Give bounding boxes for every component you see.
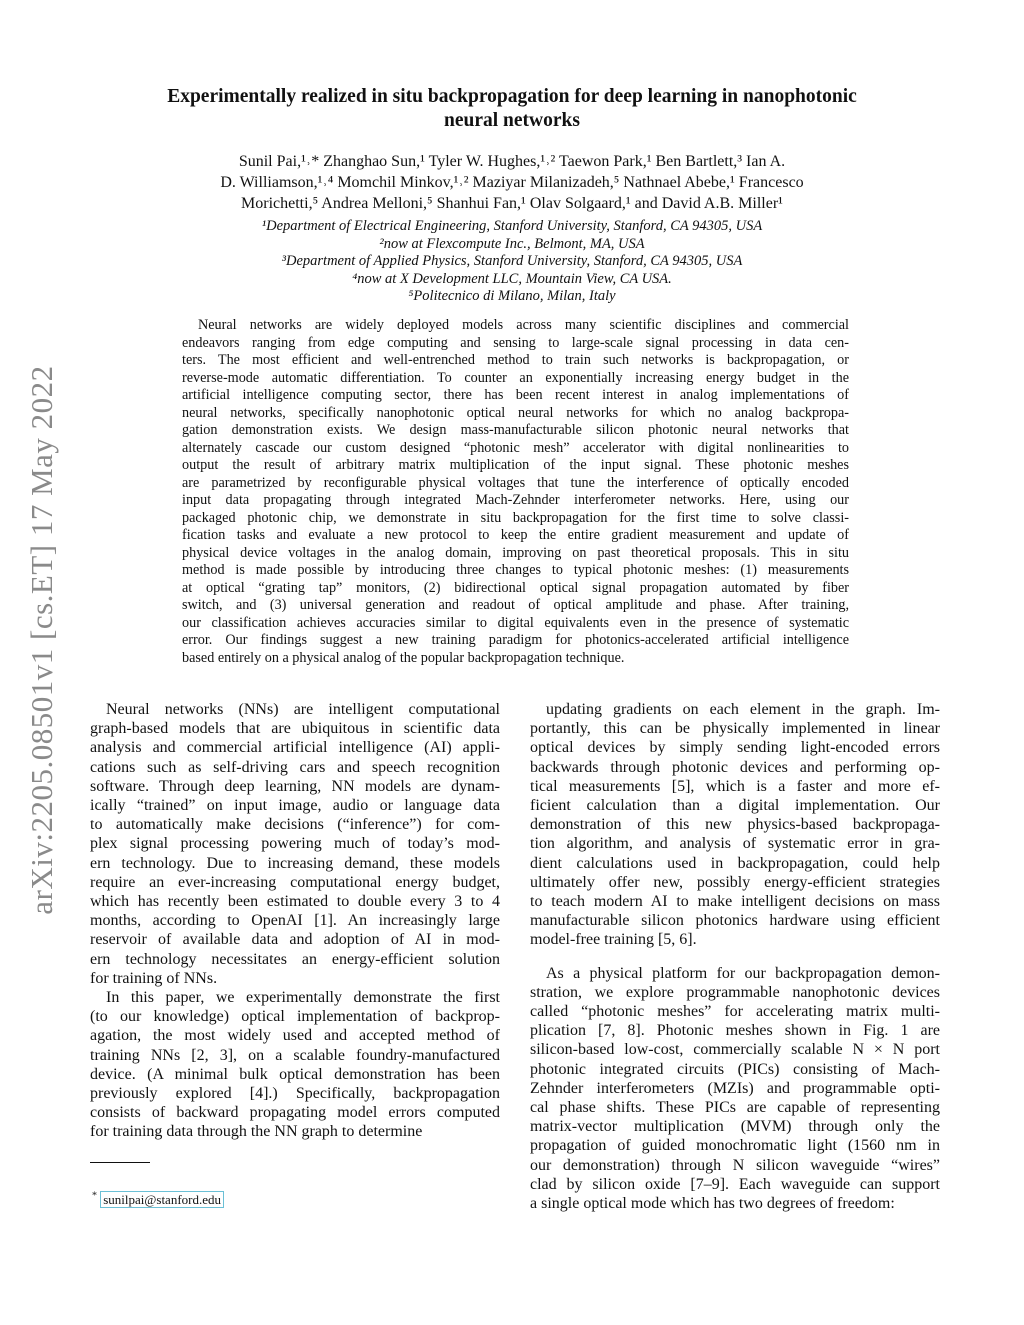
text-line: stration, we explore programmable nanophotonic devices [530,983,940,1001]
text-line: tion algorithm, and analysis of systematic error in gra- [530,835,940,853]
text-line: plication [7, 8]. Photonic meshes shown in Fig. 1 are [530,1022,940,1040]
text-line: reservoir of available data and adoption of AI in mod- [90,931,500,949]
text-line: propagation of guided monochromatic light (1560 nm in [530,1137,940,1155]
text-line: input data propagating through integrated Mach-Zehnder interferometer networks. Here, using our [182,492,849,508]
text-line: previously explored [4].) Specifically, backpropagation [90,1085,500,1103]
text-line: switch, and (3) universal generation and readout of optical amplitude and phase. After training, [182,597,849,613]
affiliation: ²now at Flexcompute Inc., Belmont, MA, USA [379,235,645,252]
affiliation: ¹Department of Electrical Engineering, Stanford University, Stanford, CA 94305, USA [261,218,763,234]
text-line: artificial intelligence computing sector, there has been recent interest in analog implementations of [182,387,849,403]
title-line-2: neural networks [444,110,580,131]
text-line: based entirely on a physical analog of the popular backpropagation technique. [182,649,625,666]
text-line: training NNs [2, 3], on a scalable foundry-manufactured [90,1046,500,1064]
text-line: software. Through deep learning, NN models are dynam- [90,777,500,795]
text-line: Neural networks are widely deployed models across many scientific disciplines and commercial [198,317,849,333]
text-line: ically “trained” on input image, audio or language data [90,797,500,815]
text-line: graph-based models that are ubiquitous in scientific data [90,720,500,738]
text-line: clad by silicon oxide [7–9]. Each waveguide can support [530,1175,940,1193]
text-line: to automatically make decisions (“inference”) for com- [90,816,500,834]
author-line: Sunil Pai,¹˒* Zhanghao Sun,¹ Tyler W. Hughes,¹˒² Taewon Park,¹ Ben Bartlett,³ Ian A. [238,153,786,170]
abstract [182,317,849,667]
text-line: our classification achieves accuracies similar to digital equivalents even in the presence of systematic [182,614,849,631]
text-line: ultimately offer new, possibly energy-efficient strategies [530,873,940,891]
text-line: called “photonic meshes” for accelerating matrix multi- [530,1003,940,1021]
affiliation: ⁴now at X Development LLC, Mountain View, CA USA. [352,270,672,287]
text-line: optical devices by simply sending light-encoded errors [530,739,940,757]
arxiv-identifier: arXiv:2205.08501v1 [cs.ET] 17 May 2022 [24,365,59,915]
text-line: tical measurements [5], which is a faster and more ef- [530,777,940,795]
text-line: endeavors ranging from edge computing and sensing to large-scale signal processing in data cen- [182,334,849,351]
author-list [0,151,1024,214]
text-line: months, according to OpenAI [1]. An increasingly large [90,912,500,930]
text-line: packaged photonic chip, we demonstrate in situ backpropagation for the first time to solve classi- [182,509,849,526]
text-line: backwards through photonic devices and performing op- [530,758,940,776]
author-line: D. Williamson,¹˒⁴ Momchil Minkov,¹˒² Maziyar Milanizadeh,⁵ Nathnael Abebe,¹ Francesco [220,174,804,191]
text-line: Zehnder interferometers (MZIs) and programmable opti- [530,1079,940,1097]
text-line: cal phase shifts. These PICs are capable of representing [530,1099,940,1117]
paragraph [90,988,500,1142]
text-line: demonstration of this new physics-based backpropaga- [530,816,940,834]
text-line: output the result of arbitrary matrix multiplication of the input signal. These photonic meshes [182,457,849,473]
text-line: photonic integrated circuits (PICs) consisting of Mach- [530,1060,940,1078]
text-line: manufacturable silicon photonics hardware using efficient [530,912,940,930]
paper-title [0,85,1024,133]
text-line: gation demonstration exists. We design mass-manufacturable silicon photonic neural networks that [182,422,849,438]
paragraph [90,700,500,988]
text-line: physical device voltages in the analog domain, improving on past theoretical proposals. This in situ [182,544,849,561]
text-line: which has recently been estimated to double every 3 to 4 [90,893,500,911]
text-line: fication tasks and evaluate a new protocol to keep the entire gradient measurement and update of [182,527,849,543]
title-line-1: Experimentally realized in situ backpropagation for deep learning in nanophotonic [167,86,857,107]
text-line: are parametrized by reconfigurable physical voltages that tune the interference of optically encoded [182,474,849,491]
text-line: our demonstration) through N silicon waveguide “wires” [530,1156,940,1174]
text-line: analysis and commercial artificial intelligence (AI) appli- [90,739,500,757]
text-line: for training data through the NN graph to determine [90,1123,423,1141]
paragraph [530,964,940,1214]
text-line: model-free training [5, 6]. [530,931,697,949]
body-column-left [90,700,500,1142]
body-column-right [530,700,940,1213]
email-link[interactable]: sunilpai@stanford.edu [100,1191,224,1208]
text-line: reverse-mode automatic differentiation. To counter an exponentially increasing energy budget in the [182,369,849,386]
text-line: ern technology. Due to increasing demand, these models [90,854,500,872]
text-line: agation, the most widely used and accepted method of [90,1027,500,1045]
text-line: (to our knowledge) optical implementation of backprop- [90,1008,500,1026]
text-line: plex signal processing powering much of today’s mod- [90,835,500,853]
text-line: ern technology necessitates an energy-efficient solution [90,950,500,968]
footnote-rule [90,1162,150,1163]
text-line: device. (A minimal bulk optical demonstration has been [90,1065,500,1083]
text-line: alternately cascade our custom designed “photonic mesh” accelerator with digital nonlinearities to [182,439,849,456]
text-line: method is made possible by introducing three changes to typical photonic meshes: (1) measurements [182,562,849,578]
text-line: ficient calculation than a digital implementation. Our [530,797,940,815]
text-line: for training of NNs. [90,969,218,987]
text-line: consists of backward propagating model errors computed [90,1104,500,1122]
footnote-marker: * [92,1190,97,1202]
text-line: to teach modern AI to make intelligent decisions on mass [530,893,940,911]
affiliations [0,218,1024,306]
text-line: As a physical platform for our backpropagation demon- [546,964,940,982]
text-line: Neural networks (NNs) are intelligent computational [106,701,500,718]
text-line: dient calculations used in backpropagation, could help [530,854,940,872]
text-line: portantly, this can be physically implemented in linear [530,720,940,738]
text-line: error. Our findings suggest a new training paradigm for photonics-accelerated artificial intelligence [182,632,849,648]
text-line: updating gradients on each element in the graph. Im- [546,701,940,718]
text-line: In this paper, we experimentally demonstrate the first [106,989,500,1007]
text-line: neural networks, specifically nanophotonic optical neural networks for which no analog backpropa- [182,404,849,421]
text-line: a single optical mode which has two degrees of freedom: [530,1195,895,1213]
author-line: Morichetti,⁵ Andrea Melloni,⁵ Shanhui Fan,¹ Olav Solgaard,¹ and David A.B. Miller¹ [241,195,783,212]
text-line: cations such as self-driving cars and speech recognition [90,758,500,776]
text-line: silicon-based low-cost, commercially scalable N × N port [530,1041,940,1059]
text-line: at optical “grating tap” monitors, (2) bidirectional optical signal propagation automated by fiber [182,579,849,596]
paragraph [530,700,940,950]
footnote [92,1192,224,1208]
text-line: require an ever-increasing computational energy budget, [90,873,500,891]
affiliation: ³Department of Applied Physics, Stanford University, Stanford, CA 94305, USA [281,253,743,269]
text-line: ters. The most efficient and well-entrenched method to train such networks is backpropagation, or [182,352,849,368]
affiliation: ⁵Politecnico di Milano, Milan, Italy [408,288,616,304]
text-line: matrix-vector multiplication (MVM) through only the [530,1118,940,1136]
